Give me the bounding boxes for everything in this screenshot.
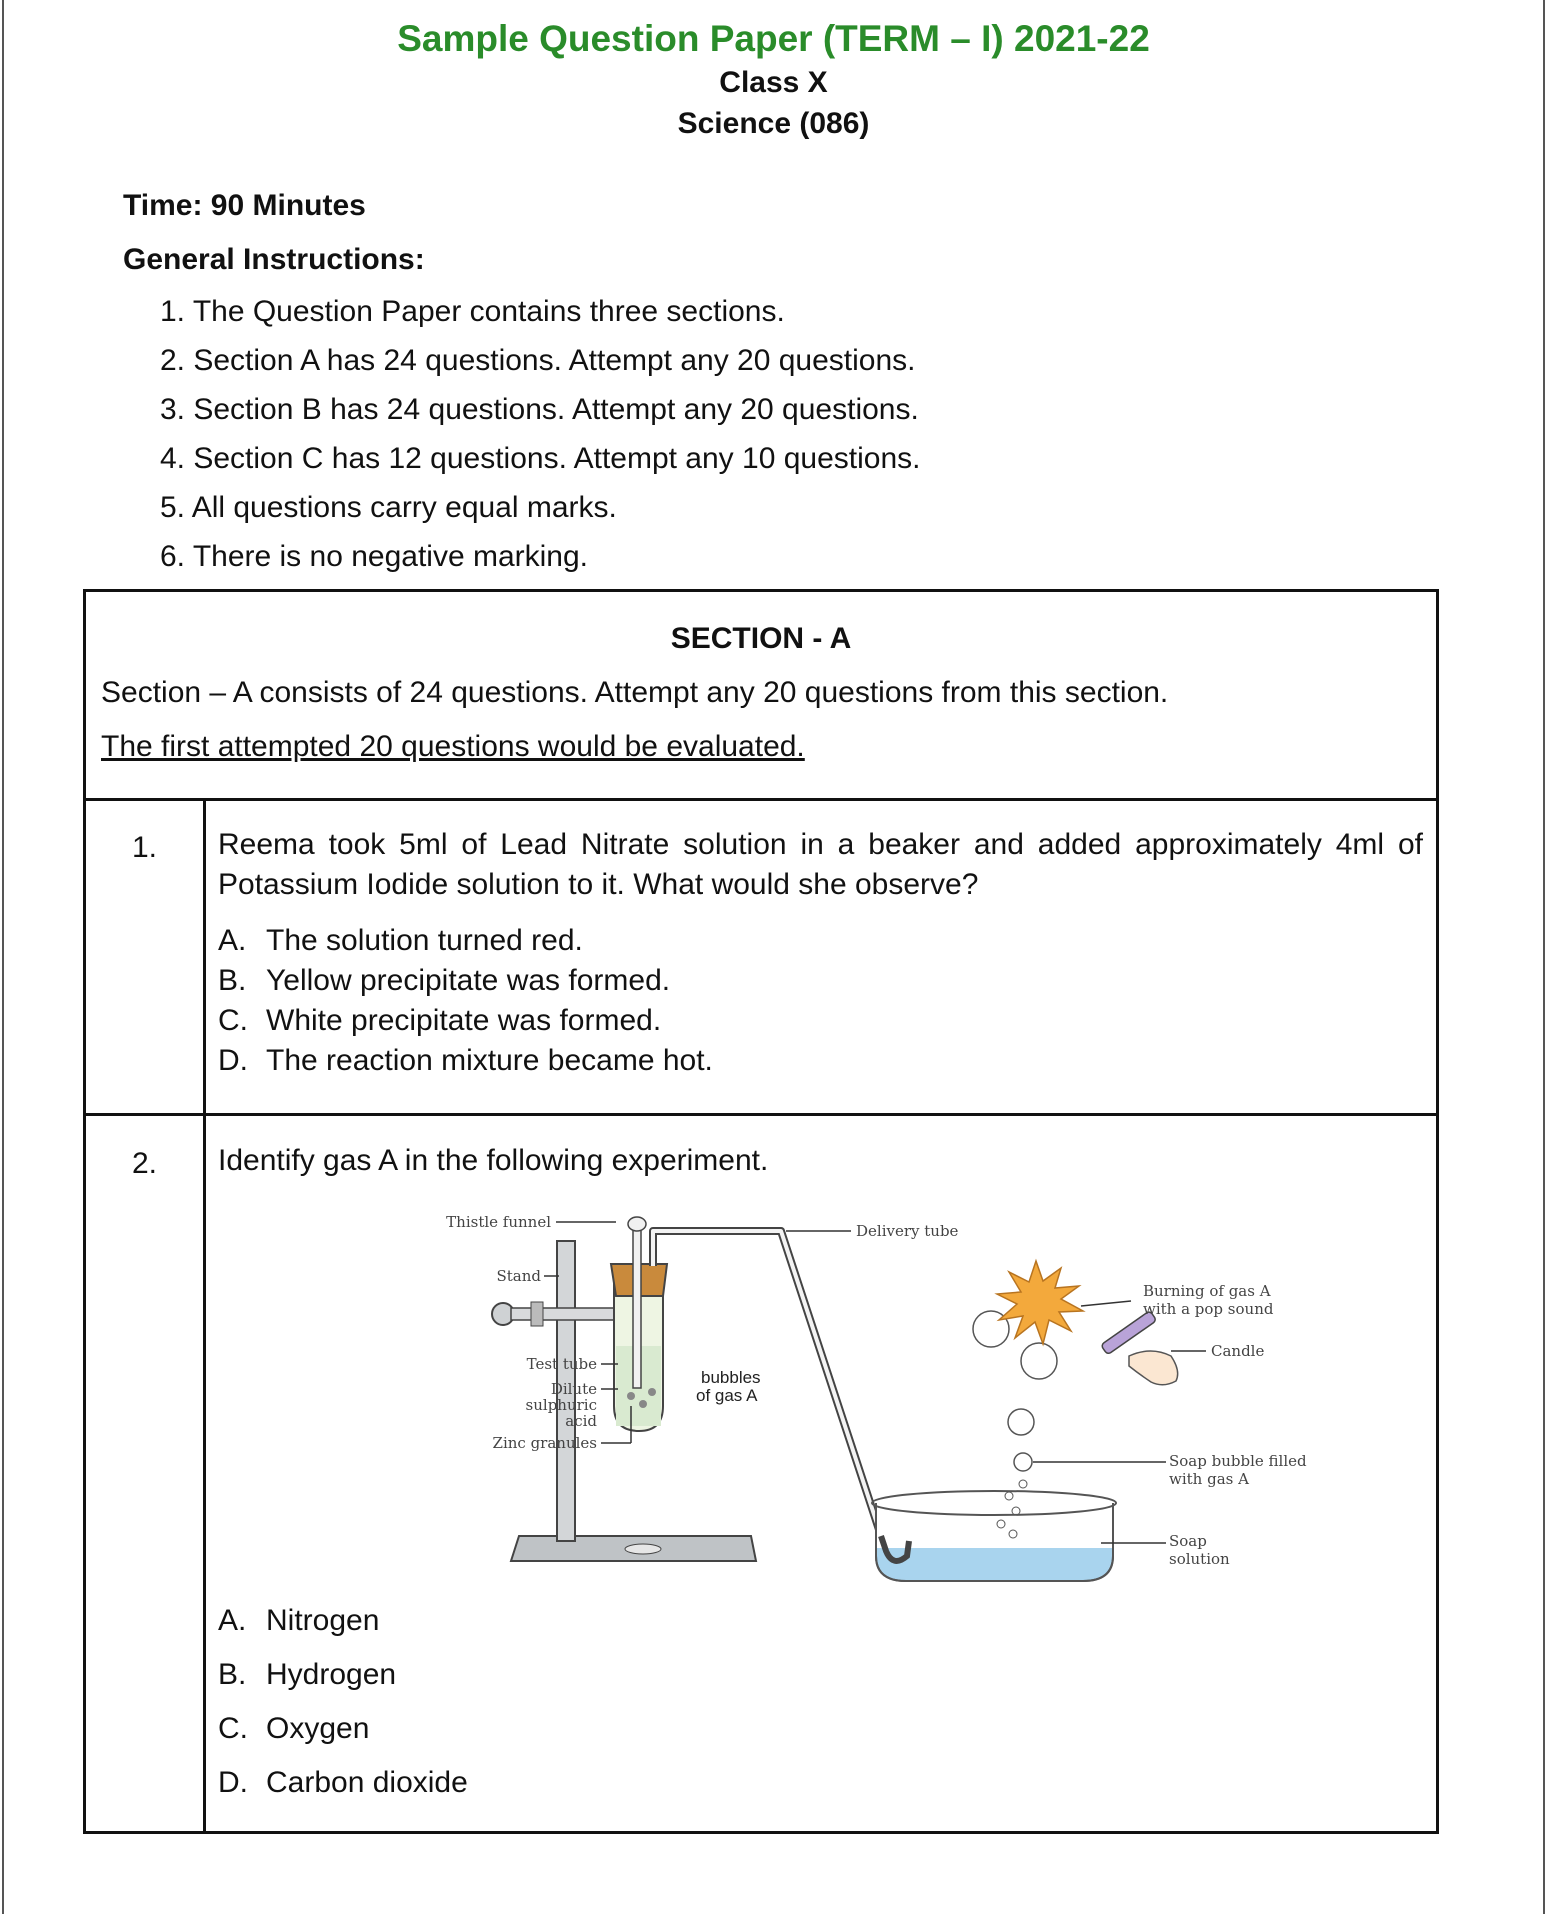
option-text: Oxygen (266, 1712, 370, 1745)
instructions-heading: General Instructions: (123, 243, 425, 276)
instruction-item: 5. All questions carry equal marks. (160, 491, 617, 524)
soap-bubble (1008, 1409, 1034, 1435)
instructions-list (160, 292, 920, 586)
option-text: The solution turned red. (266, 924, 583, 957)
zinc-granule (627, 1392, 635, 1400)
question-text: Identify gas A in the following experiment. (218, 1144, 769, 1177)
time-allowed: Time: 90 Minutes (123, 189, 366, 222)
label-soap-solution-line2: solution (1169, 1550, 1230, 1568)
label-soap-bubble: Soap bubble filled (1169, 1452, 1307, 1470)
option-label: D. (218, 1766, 248, 1799)
option-item (218, 1648, 468, 1702)
thistle-funnel-top (628, 1217, 646, 1231)
section-note: The first attempted 20 questions would be evaluated. (101, 730, 805, 763)
thistle-funnel (633, 1228, 641, 1388)
label-thistle-funnel: Thistle funnel (446, 1213, 551, 1231)
option-item (218, 1041, 713, 1081)
row-divider (86, 1113, 1436, 1116)
label-zinc: Zinc granules (492, 1434, 597, 1452)
option-item (218, 1594, 468, 1648)
option-item (218, 1756, 468, 1810)
option-text: Hydrogen (266, 1658, 397, 1691)
option-text: White precipitate was formed. (266, 1004, 662, 1037)
option-label: C. (218, 1004, 248, 1037)
subject-label: Science (086) (677, 107, 870, 140)
paper-title: Sample Question Paper (TERM – I) 2021-22 (397, 18, 1150, 59)
option-item (218, 1702, 468, 1756)
instruction-item: 3. Section B has 24 questions. Attempt any 20 questions. (160, 393, 919, 426)
label-delivery-tube: Delivery tube (856, 1222, 959, 1240)
stand-hole (625, 1544, 661, 1554)
label-test-tube: Test tube (526, 1355, 597, 1373)
option-label: B. (218, 964, 247, 997)
option-text: The reaction mixture became hot. (266, 1044, 713, 1077)
instruction-item: 4. Section C has 12 questions. Attempt any 10 questions. (160, 442, 921, 475)
section-title: SECTION - A (670, 622, 852, 655)
questions-table (83, 798, 1439, 1834)
option-label: A. (218, 1604, 247, 1637)
label-dilute: Dilute (550, 1380, 597, 1398)
leader-line (1081, 1301, 1131, 1306)
zinc-granule (639, 1400, 647, 1408)
question-number: 2. (131, 1147, 158, 1180)
label-burning: Burning of gas A (1143, 1282, 1271, 1300)
delivery-tube (653, 1231, 909, 1561)
option-text: Carbon dioxide (266, 1766, 468, 1799)
hand-icon (1129, 1351, 1178, 1385)
label-dilute-line2: sulphuric (525, 1396, 597, 1414)
bubble (1019, 1480, 1027, 1488)
section-a-header (83, 589, 1439, 801)
label-bubbles-line2: of gas A (696, 1386, 758, 1405)
label-dilute-line3: acid (565, 1412, 597, 1430)
option-label: A. (218, 924, 247, 957)
question-text: Reema took 5ml of Lead Nitrate solution in a beaker and added approximately 4ml of Potassium Iodide solution to it. What would she observe? (218, 828, 1423, 901)
option-item (218, 1001, 713, 1041)
option-text: Yellow precipitate was formed. (266, 964, 671, 997)
instruction-item: 2. Section A has 24 questions. Attempt any 20 questions. (160, 344, 916, 377)
flame-burst-icon (997, 1261, 1083, 1344)
soap-bubble (1021, 1343, 1057, 1379)
instruction-item: 6. There is no negative marking. (160, 540, 589, 573)
label-burning-line2: with a pop sound (1143, 1300, 1274, 1318)
option-label: B. (218, 1658, 247, 1691)
class-label: Class X (719, 66, 828, 99)
hydrogen-experiment-diagram (411, 1206, 1331, 1586)
clamp-grip (531, 1302, 543, 1326)
option-item (218, 961, 713, 1001)
option-label: D. (218, 1044, 248, 1077)
option-label: C. (218, 1712, 248, 1745)
zinc-granule (648, 1388, 656, 1396)
label-stand: Stand (496, 1267, 541, 1285)
label-bubbles: bubbles (701, 1368, 761, 1387)
section-description: Section – A consists of 24 questions. Attempt any 20 questions from this section. (101, 676, 1169, 709)
options-list (218, 1594, 468, 1810)
instruction-item: 1. The Question Paper contains three sections. (160, 295, 785, 328)
label-soap-solution: Soap (1169, 1532, 1207, 1550)
question-number: 1. (131, 831, 158, 864)
option-item (218, 921, 713, 961)
trough-air (877, 1503, 1112, 1548)
bubble (1005, 1492, 1013, 1500)
label-soap-bubble-line2: with gas A (1169, 1470, 1249, 1488)
option-text: Nitrogen (266, 1604, 380, 1637)
soap-bubble (1014, 1453, 1032, 1471)
options-list (218, 921, 713, 1081)
number-column-divider (203, 801, 206, 1831)
label-candle: Candle (1211, 1342, 1265, 1360)
